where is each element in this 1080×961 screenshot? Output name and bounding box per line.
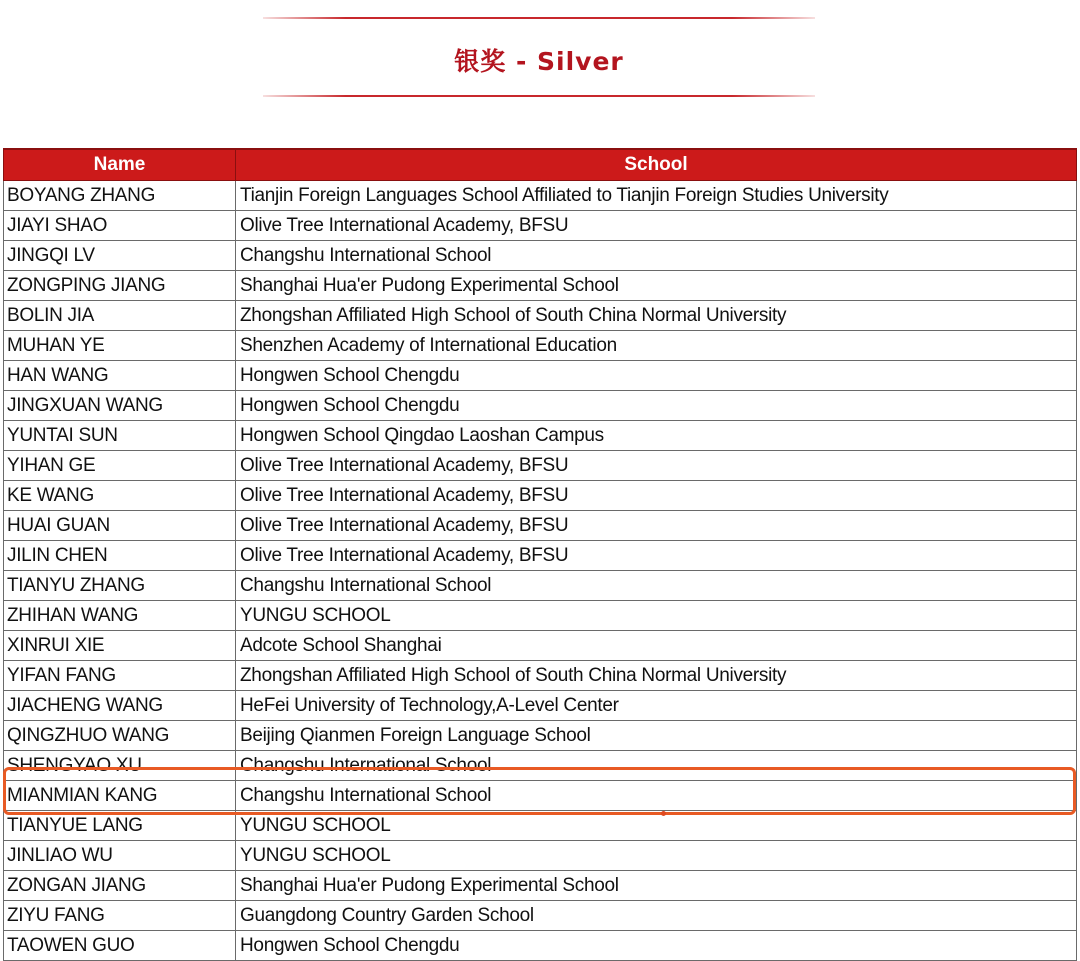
table-row bbox=[4, 331, 1077, 361]
table-row bbox=[4, 541, 1077, 571]
school-cell: YUNGU SCHOOL bbox=[236, 811, 1077, 841]
school-cell: Changshu International School bbox=[236, 241, 1077, 271]
table-header-row bbox=[4, 149, 1077, 181]
student-name-cell: ZONGPING JIANG bbox=[4, 271, 236, 301]
silver-awards-table bbox=[3, 148, 1077, 961]
student-name-cell: JIAYI SHAO bbox=[4, 211, 236, 241]
section-title: 银奖 - Silver bbox=[454, 47, 624, 76]
student-name-cell: HAN WANG bbox=[4, 361, 236, 391]
school-cell: Shanghai Hua'er Pudong Experimental School bbox=[236, 271, 1077, 301]
school-cell: Olive Tree International Academy, BFSU bbox=[236, 481, 1077, 511]
table-row bbox=[4, 211, 1077, 241]
student-name-cell: TAOWEN GUO bbox=[4, 931, 236, 961]
table-row bbox=[4, 511, 1077, 541]
section-title-area bbox=[0, 0, 1080, 120]
school-cell: Shanghai Hua'er Pudong Experimental School bbox=[236, 871, 1077, 901]
table-row bbox=[4, 721, 1077, 751]
student-name-cell: JINLIAO WU bbox=[4, 841, 236, 871]
student-name-cell: MUHAN YE bbox=[4, 331, 236, 361]
student-name-cell: ZONGAN JIANG bbox=[4, 871, 236, 901]
column-header-name: Name bbox=[4, 149, 236, 181]
school-cell: Hongwen School Chengdu bbox=[236, 361, 1077, 391]
school-cell: Zhongshan Affiliated High School of South China Normal University bbox=[236, 301, 1077, 331]
school-cell: Beijing Qianmen Foreign Language School bbox=[236, 721, 1077, 751]
school-cell: Olive Tree International Academy, BFSU bbox=[236, 511, 1077, 541]
student-name-cell: JIACHENG WANG bbox=[4, 691, 236, 721]
student-name-cell: QINGZHUO WANG bbox=[4, 721, 236, 751]
school-cell: Hongwen School Chengdu bbox=[236, 931, 1077, 961]
table-row bbox=[4, 361, 1077, 391]
school-cell: Changshu International School bbox=[236, 571, 1077, 601]
student-name-cell: MIANMIAN KANG bbox=[4, 781, 236, 811]
awards-table-container bbox=[3, 148, 1076, 961]
column-header-school: School bbox=[236, 149, 1077, 181]
school-cell: YUNGU SCHOOL bbox=[236, 841, 1077, 871]
table-row bbox=[4, 601, 1077, 631]
school-cell: Changshu International School bbox=[236, 751, 1077, 781]
table-row bbox=[4, 841, 1077, 871]
table-body bbox=[4, 181, 1077, 961]
table-row bbox=[4, 301, 1077, 331]
school-cell: Hongwen School Qingdao Laoshan Campus bbox=[236, 421, 1077, 451]
school-cell: Guangdong Country Garden School bbox=[236, 901, 1077, 931]
student-name-cell: BOLIN JIA bbox=[4, 301, 236, 331]
student-name-cell: HUAI GUAN bbox=[4, 511, 236, 541]
table-row-highlighted bbox=[4, 631, 1077, 661]
table-row bbox=[4, 271, 1077, 301]
table-row bbox=[4, 901, 1077, 931]
school-cell: Changshu International School bbox=[236, 781, 1077, 811]
school-cell: Olive Tree International Academy, BFSU bbox=[236, 451, 1077, 481]
student-name-cell: YIFAN FANG bbox=[4, 661, 236, 691]
student-name-cell: XINRUI XIE bbox=[4, 631, 236, 661]
school-cell: YUNGU SCHOOL bbox=[236, 601, 1077, 631]
student-name-cell: JINGQI LV bbox=[4, 241, 236, 271]
student-name-cell: JILIN CHEN bbox=[4, 541, 236, 571]
school-cell: HeFei University of Technology,A-Level Center bbox=[236, 691, 1077, 721]
table-row bbox=[4, 241, 1077, 271]
table-row bbox=[4, 391, 1077, 421]
table-row bbox=[4, 931, 1077, 961]
table-row bbox=[4, 811, 1077, 841]
school-cell: Zhongshan Affiliated High School of South China Normal University bbox=[236, 661, 1077, 691]
table-row bbox=[4, 421, 1077, 451]
table-row bbox=[4, 781, 1077, 811]
student-name-cell: SHENGYAO XU bbox=[4, 751, 236, 781]
table-row bbox=[4, 481, 1077, 511]
table-row bbox=[4, 451, 1077, 481]
student-name-cell: YIHAN GE bbox=[4, 451, 236, 481]
table-row bbox=[4, 571, 1077, 601]
table-row bbox=[4, 661, 1077, 691]
table-row bbox=[4, 691, 1077, 721]
table-row bbox=[4, 871, 1077, 901]
student-name-cell: TIANYUE LANG bbox=[4, 811, 236, 841]
table-row bbox=[4, 751, 1077, 781]
student-name-cell: JINGXUAN WANG bbox=[4, 391, 236, 421]
stray-mark bbox=[661, 811, 666, 816]
student-name-cell: ZIYU FANG bbox=[4, 901, 236, 931]
title-bottom-rule bbox=[263, 95, 815, 97]
school-cell: Adcote School Shanghai bbox=[236, 631, 1077, 661]
student-name-cell: BOYANG ZHANG bbox=[4, 181, 236, 211]
student-name-cell: ZHIHAN WANG bbox=[4, 601, 236, 631]
school-cell: Shenzhen Academy of International Education bbox=[236, 331, 1077, 361]
student-name-cell: KE WANG bbox=[4, 481, 236, 511]
school-cell: Olive Tree International Academy, BFSU bbox=[236, 211, 1077, 241]
school-cell: Olive Tree International Academy, BFSU bbox=[236, 541, 1077, 571]
school-cell: Tianjin Foreign Languages School Affiliated to Tianjin Foreign Studies University bbox=[236, 181, 1077, 211]
title-top-rule bbox=[263, 17, 815, 19]
table-row bbox=[4, 181, 1077, 211]
student-name-cell: TIANYU ZHANG bbox=[4, 571, 236, 601]
student-name-cell: YUNTAI SUN bbox=[4, 421, 236, 451]
school-cell: Hongwen School Chengdu bbox=[236, 391, 1077, 421]
